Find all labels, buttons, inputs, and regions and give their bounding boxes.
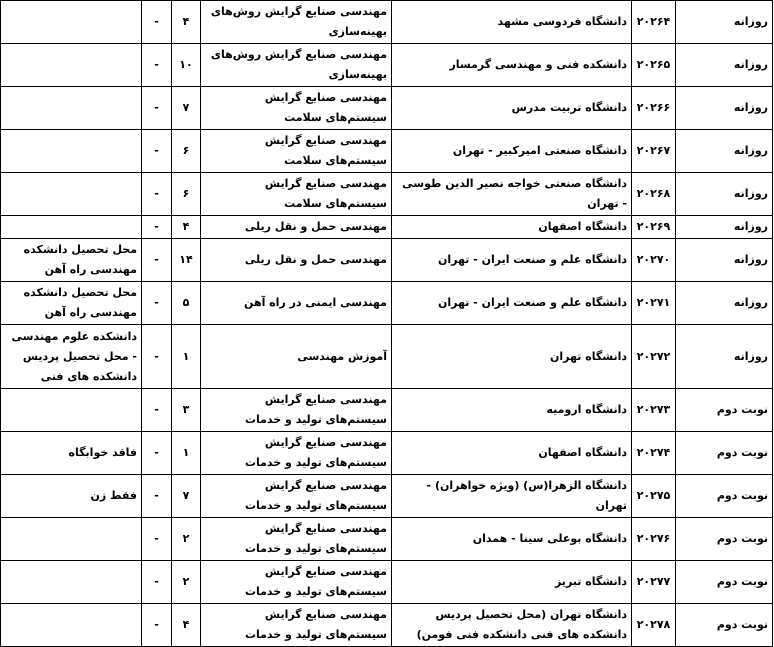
capacity-cell: ۴ bbox=[172, 1, 201, 44]
note-cell bbox=[1, 604, 142, 647]
field-cell: آموزش مهندسی bbox=[201, 325, 392, 389]
course-code-cell: ۲۰۲۷۶ bbox=[632, 518, 676, 561]
table-row bbox=[1, 173, 773, 216]
capacity-cell: ۷ bbox=[172, 475, 201, 518]
dash-cell: - bbox=[142, 282, 172, 325]
note-cell: محل تحصیل دانشکده مهندسی راه آهن bbox=[1, 282, 142, 325]
university-cell: دانشگاه علم و صنعت ایران - تهران bbox=[392, 239, 632, 282]
table-row bbox=[1, 130, 773, 173]
table-row bbox=[1, 389, 773, 432]
university-cell: دانشگاه بوعلی سینا - همدان bbox=[392, 518, 632, 561]
field-cell: مهندسی صنایع گرایش سیستم‌های تولید و خدمات bbox=[201, 389, 392, 432]
period-cell: روزانه bbox=[676, 216, 773, 239]
field-cell: مهندسی صنایع گرایش سیستم‌های تولید و خدمات bbox=[201, 604, 392, 647]
university-cell: دانشگاه اصفهان bbox=[392, 216, 632, 239]
course-code-cell: ۲۰۲۶۵ bbox=[632, 44, 676, 87]
university-cell: دانشگاه فردوسی مشهد bbox=[392, 1, 632, 44]
note-cell bbox=[1, 87, 142, 130]
field-cell: مهندسی صنایع گرایش روش‌های بهینه‌سازی bbox=[201, 44, 392, 87]
field-cell: مهندسی صنایع گرایش سیستم‌های تولید و خدمات bbox=[201, 518, 392, 561]
course-code-cell: ۲۰۲۶۷ bbox=[632, 130, 676, 173]
field-cell: مهندسی حمل و نقل ریلی bbox=[201, 239, 392, 282]
note-cell bbox=[1, 1, 142, 44]
university-cell: دانشگاه تربیت مدرس bbox=[392, 87, 632, 130]
university-cell: دانشگاه صنعتی خواجه نصیر الدین طوسی - تهران bbox=[392, 173, 632, 216]
note-cell: فاقد خوابگاه bbox=[1, 432, 142, 475]
period-cell: روزانه bbox=[676, 173, 773, 216]
table-body bbox=[1, 1, 773, 647]
period-cell: نوبت دوم bbox=[676, 475, 773, 518]
table-row bbox=[1, 432, 773, 475]
period-cell: نوبت دوم bbox=[676, 604, 773, 647]
course-code-cell: ۲۰۲۶۶ bbox=[632, 87, 676, 130]
course-code-cell: ۲۰۲۷۳ bbox=[632, 389, 676, 432]
university-cell: دانشگاه صنعتی امیرکبیر - تهران bbox=[392, 130, 632, 173]
note-cell bbox=[1, 216, 142, 239]
university-cell: دانشگاه تهران (محل تحصیل پردیس دانشکده های فنی دانشکده فنی فومن) bbox=[392, 604, 632, 647]
course-code-cell: ۲۰۲۷۱ bbox=[632, 282, 676, 325]
note-cell bbox=[1, 389, 142, 432]
period-cell: روزانه bbox=[676, 44, 773, 87]
capacity-cell: ۳ bbox=[172, 389, 201, 432]
field-cell: مهندسی ایمنی در راه آهن bbox=[201, 282, 392, 325]
course-code-cell: ۲۰۲۷۰ bbox=[632, 239, 676, 282]
table-row bbox=[1, 282, 773, 325]
dash-cell: - bbox=[142, 389, 172, 432]
capacity-cell: ۵ bbox=[172, 282, 201, 325]
field-cell: مهندسی حمل و نقل ریلی bbox=[201, 216, 392, 239]
dash-cell: - bbox=[142, 518, 172, 561]
university-cell: دانشگاه تهران bbox=[392, 325, 632, 389]
course-code-cell: ۲۰۲۷۲ bbox=[632, 325, 676, 389]
capacity-cell: ۴ bbox=[172, 604, 201, 647]
course-code-cell: ۲۰۲۷۸ bbox=[632, 604, 676, 647]
note-cell bbox=[1, 561, 142, 604]
table-row bbox=[1, 216, 773, 239]
table-row bbox=[1, 475, 773, 518]
period-cell: روزانه bbox=[676, 87, 773, 130]
university-cell: دانشگاه اصفهان bbox=[392, 432, 632, 475]
dash-cell: - bbox=[142, 432, 172, 475]
period-cell: نوبت دوم bbox=[676, 389, 773, 432]
table-row bbox=[1, 325, 773, 389]
field-cell: مهندسی صنایع گرایش سیستم‌های سلامت bbox=[201, 173, 392, 216]
course-code-cell: ۲۰۲۷۷ bbox=[632, 561, 676, 604]
course-code-cell: ۲۰۲۶۸ bbox=[632, 173, 676, 216]
capacity-cell: ۴ bbox=[172, 216, 201, 239]
dash-cell: - bbox=[142, 325, 172, 389]
period-cell: روزانه bbox=[676, 239, 773, 282]
table-row bbox=[1, 561, 773, 604]
field-cell: مهندسی صنایع گرایش سیستم‌های تولید و خدمات bbox=[201, 561, 392, 604]
dash-cell: - bbox=[142, 216, 172, 239]
course-code-cell: ۲۰۲۷۵ bbox=[632, 475, 676, 518]
dash-cell: - bbox=[142, 604, 172, 647]
capacity-cell: ۲ bbox=[172, 561, 201, 604]
field-cell: مهندسی صنایع گرایش سیستم‌های سلامت bbox=[201, 87, 392, 130]
table-row bbox=[1, 87, 773, 130]
note-cell: دانشکده علوم مهندسی - محل تحصیل پردیس دانشکده های فنی bbox=[1, 325, 142, 389]
table-row bbox=[1, 44, 773, 87]
note-cell bbox=[1, 44, 142, 87]
dash-cell: - bbox=[142, 87, 172, 130]
capacity-cell: ۱ bbox=[172, 432, 201, 475]
period-cell: روزانه bbox=[676, 282, 773, 325]
period-cell: نوبت دوم bbox=[676, 432, 773, 475]
table-row bbox=[1, 1, 773, 44]
capacity-cell: ۱۴ bbox=[172, 239, 201, 282]
period-cell: روزانه bbox=[676, 1, 773, 44]
period-cell: روزانه bbox=[676, 325, 773, 389]
table-row bbox=[1, 604, 773, 647]
university-cell: دانشگاه الزهرا(س) (ویژه خواهران) - تهران bbox=[392, 475, 632, 518]
dash-cell: - bbox=[142, 44, 172, 87]
dash-cell: - bbox=[142, 561, 172, 604]
table-row bbox=[1, 239, 773, 282]
capacity-cell: ۶ bbox=[172, 173, 201, 216]
note-cell: فقط زن bbox=[1, 475, 142, 518]
field-cell: مهندسی صنایع گرایش سیستم‌های تولید و خدمات bbox=[201, 432, 392, 475]
capacity-cell: ۷ bbox=[172, 87, 201, 130]
dash-cell: - bbox=[142, 1, 172, 44]
note-cell: محل تحصیل دانشکده مهندسی راه آهن bbox=[1, 239, 142, 282]
university-cell: دانشکده فنی و مهندسی گرمسار bbox=[392, 44, 632, 87]
note-cell bbox=[1, 518, 142, 561]
capacity-cell: ۶ bbox=[172, 130, 201, 173]
table-row bbox=[1, 518, 773, 561]
dash-cell: - bbox=[142, 130, 172, 173]
capacity-cell: ۲ bbox=[172, 518, 201, 561]
period-cell: نوبت دوم bbox=[676, 518, 773, 561]
note-cell bbox=[1, 173, 142, 216]
capacity-cell: ۱ bbox=[172, 325, 201, 389]
dash-cell: - bbox=[142, 239, 172, 282]
university-cell: دانشگاه علم و صنعت ایران - تهران bbox=[392, 282, 632, 325]
field-cell: مهندسی صنایع گرایش روش‌های بهینه‌سازی bbox=[201, 1, 392, 44]
university-cell: دانشگاه تبریز bbox=[392, 561, 632, 604]
course-code-cell: ۲۰۲۶۹ bbox=[632, 216, 676, 239]
note-cell bbox=[1, 130, 142, 173]
field-cell: مهندسی صنایع گرایش سیستم‌های تولید و خدمات bbox=[201, 475, 392, 518]
dash-cell: - bbox=[142, 173, 172, 216]
period-cell: روزانه bbox=[676, 130, 773, 173]
dash-cell: - bbox=[142, 475, 172, 518]
capacity-cell: ۱۰ bbox=[172, 44, 201, 87]
course-code-cell: ۲۰۲۶۴ bbox=[632, 1, 676, 44]
course-code-cell: ۲۰۲۷۴ bbox=[632, 432, 676, 475]
university-cell: دانشگاه ارومیه bbox=[392, 389, 632, 432]
period-cell: نوبت دوم bbox=[676, 561, 773, 604]
field-cell: مهندسی صنایع گرایش سیستم‌های سلامت bbox=[201, 130, 392, 173]
